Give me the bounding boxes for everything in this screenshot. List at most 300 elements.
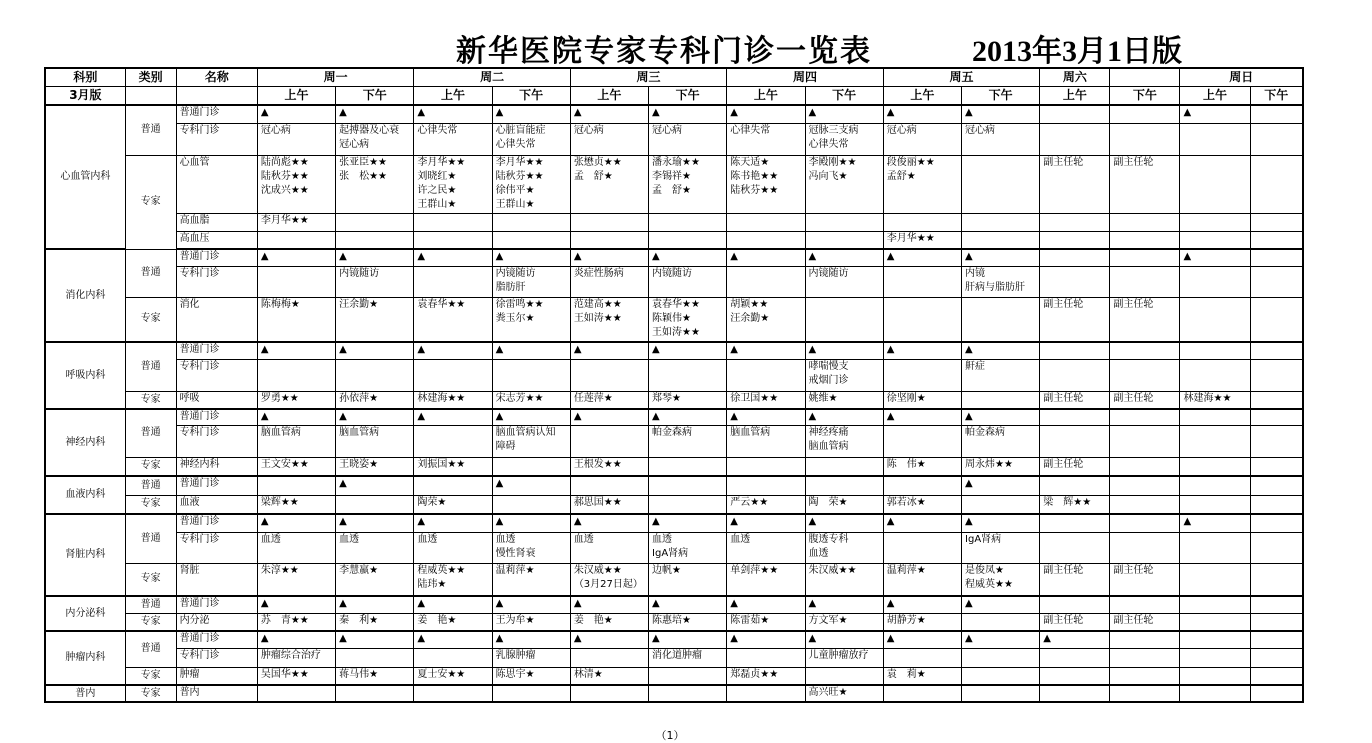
general-clinic-marker: ▲ — [1180, 249, 1250, 266]
schedule-cell: 朱汉威★★ — [805, 563, 883, 596]
general-clinic-marker: ▲ — [257, 631, 335, 648]
schedule-cell: 朱淳★★ — [257, 563, 335, 596]
schedule-cell: 血透 慢性肾衰 — [492, 532, 570, 563]
schedule-cell — [1110, 425, 1180, 457]
general-clinic-marker: ▲ — [962, 476, 1040, 495]
general-clinic-marker: ▲ — [336, 409, 414, 425]
category-label: 专家 — [125, 495, 176, 514]
schedule-cell — [1250, 425, 1303, 457]
schedule-cell: 陈思宇★ — [492, 667, 570, 685]
schedule-cell — [1040, 514, 1110, 532]
schedule-cell: 陈惠培★ — [649, 613, 727, 631]
schedule-cell: 冠脉三支病 心律失常 — [805, 123, 883, 155]
schedule-cell: 副主任轮 — [1040, 613, 1110, 631]
schedule-cell — [805, 476, 883, 495]
schedule-cell — [1040, 213, 1110, 231]
general-clinic-marker: ▲ — [414, 249, 492, 266]
schedule-cell — [1110, 532, 1180, 563]
schedule-cell: 林建海★★ — [1180, 391, 1250, 409]
schedule-cell — [1180, 457, 1250, 476]
schedule-cell — [1110, 648, 1180, 667]
schedule-cell — [1250, 532, 1303, 563]
schedule-cell: 刘振国★★ — [414, 457, 492, 476]
schedule-cell: 徐坚刚★ — [883, 391, 961, 409]
schedule-cell — [1040, 532, 1110, 563]
schedule-cell: 胡静芳★ — [883, 613, 961, 631]
schedule-cell: 李慧嬴★ — [336, 563, 414, 596]
schedule-cell — [1110, 359, 1180, 391]
schedule-cell: 孙依萍★ — [336, 391, 414, 409]
schedule-cell: 心律失常 — [414, 123, 492, 155]
period-header: 上午 — [727, 86, 805, 105]
clinic-name: 普通门诊 — [176, 249, 257, 266]
schedule-cell: 郑磊贞★★ — [727, 667, 805, 685]
general-clinic-marker: ▲ — [492, 105, 570, 123]
general-clinic-marker: ▲ — [805, 631, 883, 648]
clinic-name: 普通门诊 — [176, 342, 257, 359]
schedule-cell — [1180, 685, 1250, 702]
schedule-cell: 段俊丽★★ 孟舒★ — [883, 155, 961, 213]
general-clinic-marker: ▲ — [727, 342, 805, 359]
schedule-cell — [1180, 425, 1250, 457]
schedule-cell — [727, 266, 805, 297]
period-header: 上午 — [883, 86, 961, 105]
schedule-cell — [1180, 123, 1250, 155]
schedule-cell — [1180, 266, 1250, 297]
table-row — [45, 231, 1303, 249]
schedule-cell: 郭若冰★ — [883, 495, 961, 514]
schedule-cell — [883, 532, 961, 563]
general-clinic-marker: ▲ — [492, 249, 570, 266]
schedule-cell: 陈梅梅★ — [257, 297, 335, 342]
general-clinic-marker: ▲ — [257, 514, 335, 532]
schedule-cell — [570, 685, 648, 702]
general-clinic-marker: ▲ — [727, 249, 805, 266]
table-row — [45, 155, 1303, 213]
general-clinic-marker: ▲ — [883, 514, 961, 532]
general-clinic-marker: ▲ — [336, 476, 414, 495]
schedule-cell — [1250, 359, 1303, 391]
schedule-cell: 消化道肿瘤 — [649, 648, 727, 667]
schedule-cell — [1110, 213, 1180, 231]
department-name: 呼吸内科 — [45, 342, 125, 409]
clinic-name: 专科门诊 — [176, 359, 257, 391]
schedule-cell: 高兴旺★ — [805, 685, 883, 702]
clinic-name: 肿瘤 — [176, 667, 257, 685]
schedule-cell — [414, 476, 492, 495]
schedule-cell — [570, 425, 648, 457]
schedule-cell: 袁 莉★ — [883, 667, 961, 685]
general-clinic-marker: ▲ — [257, 249, 335, 266]
schedule-cell: 脑血管病 — [257, 425, 335, 457]
table-row — [45, 297, 1303, 342]
general-clinic-marker: ▲ — [962, 596, 1040, 613]
schedule-cell — [257, 231, 335, 249]
schedule-cell — [1110, 266, 1180, 297]
blank-cell — [125, 86, 176, 105]
department-name: 普内 — [45, 685, 125, 702]
schedule-cell — [1110, 495, 1180, 514]
schedule-cell — [1180, 532, 1250, 563]
category-label: 普通 — [125, 631, 176, 667]
schedule-cell — [570, 476, 648, 495]
schedule-cell — [1110, 476, 1180, 495]
schedule-cell — [1180, 409, 1250, 425]
period-header: 下午 — [336, 86, 414, 105]
schedule-cell: 温莉萍★ — [492, 563, 570, 596]
clinic-name: 普通门诊 — [176, 596, 257, 613]
table-row — [45, 342, 1303, 359]
schedule-cell — [1110, 457, 1180, 476]
schedule-cell — [1040, 359, 1110, 391]
schedule-cell — [1250, 685, 1303, 702]
table-row — [45, 631, 1303, 648]
schedule-cell: 内镜随访 — [805, 266, 883, 297]
clinic-name: 专科门诊 — [176, 648, 257, 667]
category-label: 普通 — [125, 409, 176, 457]
schedule-cell — [962, 685, 1040, 702]
clinic-name: 心血管 — [176, 155, 257, 213]
schedule-cell — [962, 231, 1040, 249]
category-label: 普通 — [125, 105, 176, 155]
schedule-cell — [727, 685, 805, 702]
table-row — [45, 667, 1303, 685]
schedule-cell — [649, 476, 727, 495]
schedule-cell — [1110, 231, 1180, 249]
schedule-cell — [336, 231, 414, 249]
schedule-cell: 郝思国★★ — [570, 495, 648, 514]
general-clinic-marker: ▲ — [414, 105, 492, 123]
schedule-cell: 胡颖★★ 汪余勤★ — [727, 297, 805, 342]
general-clinic-marker: ▲ — [570, 631, 648, 648]
schedule-cell — [1250, 495, 1303, 514]
period-header: 上午 — [414, 86, 492, 105]
department-name: 消化内科 — [45, 249, 125, 342]
period-header: 下午 — [1110, 86, 1180, 105]
schedule-cell — [1110, 685, 1180, 702]
schedule-cell: 心律失常 — [727, 123, 805, 155]
general-clinic-marker: ▲ — [570, 105, 648, 123]
day-header: 周三 — [570, 68, 726, 86]
schedule-cell — [1180, 596, 1250, 613]
schedule-cell — [1250, 476, 1303, 495]
schedule-cell: 李月华★★ — [883, 231, 961, 249]
clinic-name: 普通门诊 — [176, 105, 257, 123]
blank-cell — [176, 86, 257, 105]
general-clinic-marker: ▲ — [962, 249, 1040, 266]
schedule-cell — [1110, 667, 1180, 685]
schedule-cell: 王为牟★ — [492, 613, 570, 631]
schedule-cell: 神经疼痛 脑血管病 — [805, 425, 883, 457]
period-header: 上午 — [570, 86, 648, 105]
general-clinic-marker: ▲ — [336, 596, 414, 613]
general-clinic-marker: ▲ — [570, 249, 648, 266]
schedule-cell: 严云★★ — [727, 495, 805, 514]
schedule-cell — [883, 213, 961, 231]
schedule-cell: 内镜随访 — [649, 266, 727, 297]
table-row — [45, 391, 1303, 409]
schedule-cell: 边帆★ — [649, 563, 727, 596]
schedule-cell — [257, 685, 335, 702]
department-name: 神经内科 — [45, 409, 125, 476]
schedule-cell — [492, 213, 570, 231]
schedule-cell — [649, 457, 727, 476]
general-clinic-marker: ▲ — [883, 409, 961, 425]
schedule-cell — [336, 685, 414, 702]
schedule-cell: 副主任轮 — [1110, 155, 1180, 213]
schedule-cell: 梁 辉★★ — [1040, 495, 1110, 514]
page-title: 新华医院专家专科门诊一览表 — [456, 34, 872, 69]
general-clinic-marker: ▲ — [649, 514, 727, 532]
schedule-cell — [1040, 123, 1110, 155]
general-clinic-marker: ▲ — [962, 631, 1040, 648]
category-label: 普通 — [125, 342, 176, 391]
schedule-cell — [570, 648, 648, 667]
schedule-cell — [1110, 409, 1180, 425]
general-clinic-marker: ▲ — [805, 342, 883, 359]
day-header: 周二 — [414, 68, 570, 86]
schedule-cell — [1250, 596, 1303, 613]
schedule-cell — [336, 495, 414, 514]
period-header: 上午 — [257, 86, 335, 105]
clinic-name: 普通门诊 — [176, 476, 257, 495]
general-clinic-marker: ▲ — [649, 631, 727, 648]
schedule-cell — [1250, 391, 1303, 409]
schedule-cell — [1180, 495, 1250, 514]
general-clinic-marker: ▲ — [414, 596, 492, 613]
schedule-cell: 徐雷鸣★★ 粪玉尔★ — [492, 297, 570, 342]
general-clinic-marker: ▲ — [1040, 631, 1110, 648]
category-label: 专家 — [125, 685, 176, 702]
table-row — [45, 563, 1303, 596]
general-clinic-marker: ▲ — [805, 514, 883, 532]
category-label: 专家 — [125, 563, 176, 596]
schedule-cell: 副主任轮 — [1040, 457, 1110, 476]
schedule-cell: 陶 荣★ — [805, 495, 883, 514]
table-row — [45, 596, 1303, 613]
schedule-cell — [727, 231, 805, 249]
schedule-cell: 是俊凤★ 程威英★★ — [962, 563, 1040, 596]
general-clinic-marker: ▲ — [336, 514, 414, 532]
schedule-cell — [883, 425, 961, 457]
schedule-cell: 方文军★ — [805, 613, 883, 631]
schedule-cell — [492, 359, 570, 391]
schedule-cell — [883, 297, 961, 342]
clinic-name: 普通门诊 — [176, 409, 257, 425]
schedule-cell — [336, 648, 414, 667]
clinic-name: 专科门诊 — [176, 425, 257, 457]
schedule-cell — [1250, 613, 1303, 631]
schedule-cell — [1040, 685, 1110, 702]
schedule-cell: 副主任轮 — [1110, 297, 1180, 342]
general-clinic-marker: ▲ — [727, 631, 805, 648]
clinic-name: 肾脏 — [176, 563, 257, 596]
schedule-cell: 内镜 肝病与脂肪肝 — [962, 266, 1040, 297]
schedule-cell — [649, 495, 727, 514]
schedule-cell — [1180, 213, 1250, 231]
general-clinic-marker: ▲ — [336, 342, 414, 359]
schedule-cell: 帕金森病 — [649, 425, 727, 457]
general-clinic-marker: ▲ — [414, 514, 492, 532]
schedule-cell: 王晓姿★ — [336, 457, 414, 476]
schedule-cell — [883, 359, 961, 391]
schedule-cell — [962, 213, 1040, 231]
schedule-cell — [649, 359, 727, 391]
schedule-cell — [257, 476, 335, 495]
schedule-cell: 副主任轮 — [1110, 563, 1180, 596]
general-clinic-marker: ▲ — [727, 596, 805, 613]
schedule-cell: 鼾症 — [962, 359, 1040, 391]
schedule-cell — [962, 667, 1040, 685]
schedule-cell — [649, 213, 727, 231]
schedule-cell — [962, 155, 1040, 213]
schedule-cell — [1180, 476, 1250, 495]
schedule-cell: 李月华★★ 陆秋芬★★ 徐伟平★ 王群山★ — [492, 155, 570, 213]
schedule-cell — [1110, 514, 1180, 532]
schedule-cell: 内镜随访 — [336, 266, 414, 297]
schedule-cell — [1180, 667, 1250, 685]
schedule-cell: 陈 伟★ — [883, 457, 961, 476]
general-clinic-marker: ▲ — [492, 476, 570, 495]
period-header: 下午 — [649, 86, 727, 105]
category-label: 普通 — [125, 514, 176, 563]
schedule-cell: 姚维★ — [805, 391, 883, 409]
schedule-cell: 血透 — [570, 532, 648, 563]
schedule-cell — [492, 685, 570, 702]
general-clinic-marker: ▲ — [492, 342, 570, 359]
schedule-cell: 温莉萍★ — [883, 563, 961, 596]
schedule-cell: 脑血管病 — [727, 425, 805, 457]
general-clinic-marker: ▲ — [257, 342, 335, 359]
general-clinic-marker: ▲ — [805, 249, 883, 266]
schedule-cell: 朱汉威★★ （3月27日起） — [570, 563, 648, 596]
general-clinic-marker: ▲ — [962, 514, 1040, 532]
schedule-cell — [883, 648, 961, 667]
general-clinic-marker: ▲ — [336, 631, 414, 648]
schedule-cell: 周永炜★★ — [962, 457, 1040, 476]
category-label: 专家 — [125, 391, 176, 409]
clinic-name: 内分泌 — [176, 613, 257, 631]
schedule-cell — [727, 476, 805, 495]
department-name: 内分泌科 — [45, 596, 125, 631]
schedule-cell — [1250, 648, 1303, 667]
schedule-cell: 郑琴★ — [649, 391, 727, 409]
category-label: 专家 — [125, 297, 176, 342]
general-clinic-marker: ▲ — [570, 514, 648, 532]
table-row — [45, 105, 1303, 123]
schedule-cell: 副主任轮 — [1040, 563, 1110, 596]
day-header: 周六 — [1040, 68, 1110, 86]
general-clinic-marker: ▲ — [414, 631, 492, 648]
department-name: 血液内科 — [45, 476, 125, 514]
table-row — [45, 514, 1303, 532]
table-row — [45, 249, 1303, 266]
schedule-cell — [1180, 231, 1250, 249]
schedule-cell — [414, 231, 492, 249]
general-clinic-marker: ▲ — [883, 342, 961, 359]
category-label: 专家 — [125, 155, 176, 249]
category-header: 类别 — [125, 68, 176, 86]
department-name: 心血管内科 — [45, 105, 125, 249]
schedule-cell: 蒋马伟★ — [336, 667, 414, 685]
schedule-cell: 冠心病 — [570, 123, 648, 155]
name-header: 名称 — [176, 68, 257, 86]
schedule-cell: 血透 — [336, 532, 414, 563]
general-clinic-marker: ▲ — [805, 105, 883, 123]
schedule-cell — [962, 297, 1040, 342]
schedule-cell: 陈天适★ 陈书艳★★ 陆秋芬★★ — [727, 155, 805, 213]
schedule-cell — [727, 457, 805, 476]
schedule-cell: 袁春华★★ — [414, 297, 492, 342]
schedule-cell: 肿瘤综合治疗 — [257, 648, 335, 667]
general-clinic-marker: ▲ — [883, 631, 961, 648]
schedule-cell — [336, 359, 414, 391]
schedule-cell: 徐卫国★★ — [727, 391, 805, 409]
header-row-days — [45, 68, 1303, 86]
schedule-cell — [1250, 155, 1303, 213]
schedule-cell — [1250, 266, 1303, 297]
day-header: 周四 — [727, 68, 883, 86]
general-clinic-marker: ▲ — [727, 514, 805, 532]
period-header: 下午 — [492, 86, 570, 105]
general-clinic-marker: ▲ — [336, 105, 414, 123]
schedule-cell — [805, 297, 883, 342]
clinic-name: 专科门诊 — [176, 123, 257, 155]
schedule-cell — [649, 667, 727, 685]
schedule-cell: 夏士安★★ — [414, 667, 492, 685]
schedule-cell: 副主任轮 — [1110, 613, 1180, 631]
schedule-cell: 秦 利★ — [336, 613, 414, 631]
schedule-cell — [414, 266, 492, 297]
general-clinic-marker: ▲ — [883, 249, 961, 266]
general-clinic-marker: ▲ — [257, 409, 335, 425]
category-label: 专家 — [125, 613, 176, 631]
schedule-cell: 范建高★★ 王如涛★★ — [570, 297, 648, 342]
schedule-cell — [1040, 409, 1110, 425]
clinic-name: 高血脂 — [176, 213, 257, 231]
dept-header: 科别 — [45, 68, 125, 86]
clinic-name: 专科门诊 — [176, 532, 257, 563]
schedule-cell: 陆尚彪★★ 陆秋芬★★ 沈成兴★★ — [257, 155, 335, 213]
category-label: 普通 — [125, 476, 176, 495]
schedule-cell — [1110, 342, 1180, 359]
schedule-cell — [414, 213, 492, 231]
schedule-cell — [805, 457, 883, 476]
table-row — [45, 359, 1303, 391]
schedule-cell: 梁辉★★ — [257, 495, 335, 514]
schedule-cell — [1250, 297, 1303, 342]
general-clinic-marker: ▲ — [570, 596, 648, 613]
schedule-cell: 姜 艳★ — [414, 613, 492, 631]
schedule-cell — [1040, 105, 1110, 123]
table-row — [45, 409, 1303, 425]
schedule-cell: 罗勇★★ — [257, 391, 335, 409]
day-header — [1110, 68, 1180, 86]
schedule-cell: 血透 — [727, 532, 805, 563]
general-clinic-marker: ▲ — [649, 249, 727, 266]
schedule-cell: 陈雷茹★ — [727, 613, 805, 631]
table-row — [45, 266, 1303, 297]
clinic-name: 普通门诊 — [176, 631, 257, 648]
schedule-cell — [1110, 596, 1180, 613]
schedule-cell — [1180, 631, 1250, 648]
schedule-cell — [1250, 457, 1303, 476]
general-clinic-marker: ▲ — [962, 105, 1040, 123]
category-label: 普通 — [125, 249, 176, 297]
day-header: 周一 — [257, 68, 413, 86]
schedule-cell: 汪余勤★ — [336, 297, 414, 342]
schedule-cell: 脑血管病 — [336, 425, 414, 457]
